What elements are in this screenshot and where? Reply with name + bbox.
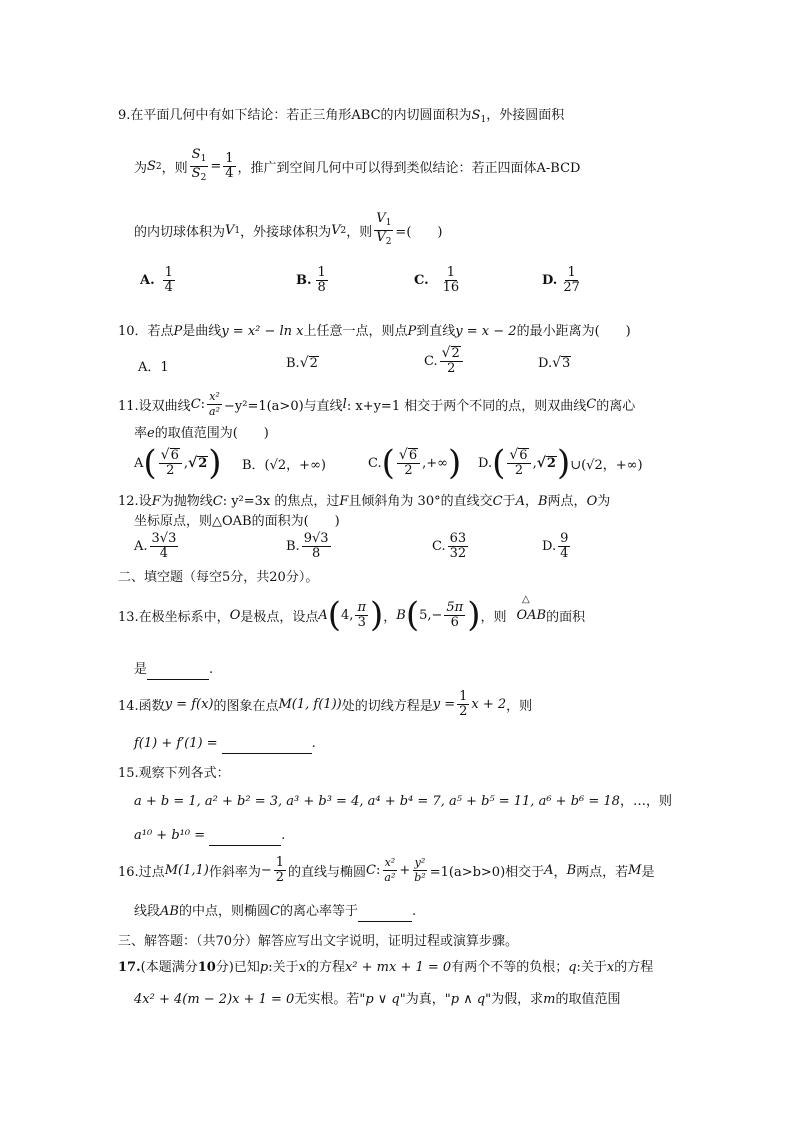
q11-option-c: C. ( √ 6 2 ,+∞ ) [368,443,462,483]
q9-option-c: C. $\frac{1}{16}$ [414,265,460,295]
q9-option-d: D. $\frac{1}{27}$ [542,265,580,295]
q12-option-c: C. $\frac{63}{32}$ [432,531,467,561]
q15-line1: 15.观察下列各式： [118,766,230,781]
q14-line1: 14.函数 y = f(x) 的图象在点 M(1, f(1)) 处的切线方程是 y = $\frac{1}{2}$ x + 2 ，则 [118,689,533,719]
one-quarter-fraction: $\frac{1}{4}$ [225,151,234,181]
q12-line1: 12.设F为抛物线C: y²=3x 的焦点，过F且倾斜角为 30°的直线交C于A，B两点，O为 [118,494,611,509]
q10-option-c: C. √ 2 2 [424,346,465,376]
q13-line1: 13.在极坐标系中， O 是极点，设点 A ( 4, $\frac{\pi}{3}$ ) ， B ( 5,− $\frac{5\pi}{6}$ ) ，则 OAB 的面积 [118,595,586,635]
q12-option-a: A. $\frac{3√3}{4}$ [134,531,177,561]
q15-line3: a¹⁰ + b¹⁰ = . [134,826,285,846]
triangle-symbol: △ [522,594,530,605]
q15-answer-blank[interactable] [209,831,281,846]
q12-line2: 坐标原点，则△OAB的面积为( ) [134,514,340,529]
section-answer-heading: 三、解答题：（共70分）解答应写出文字说明，证明过程或演算步骤。 [118,934,519,949]
q10-option-b: B. √ 2 [286,355,318,371]
q9-line2: 为 S 2 ，则 $\frac{S_1}{S_2}$ = $\frac{1}{4}$ ，推广到空间几何中可以得到类似结论：若正四面体A-BCD [134,147,581,183]
q11-option-d: D. ( √ 6 2 , √ 2 ) ∪(√2，+∞) [478,443,643,483]
q16-answer-blank[interactable] [358,907,412,922]
q12-option-d: D. $\frac{9}{4}$ [542,531,569,561]
q13-line2: 是 . [134,660,213,680]
q9-option-a: A. $\frac{1}{4}$ [140,265,173,295]
q10-option-d: D. √ 3 [538,355,571,371]
q13-answer-blank[interactable] [147,665,209,680]
q16-line1: 16.过点 M(1,1) 作斜率为 − $\frac{1}{2}$ 的直线与椭圆 C : $\frac{\text{x²}}{\text{a²}}$ + $\frac{\text{y²}}{\text{b²}}$ =1(a>b>0)相交于 A ， B 两点，若 M 是 [118,855,655,885]
ratio-v-fraction: $\frac{V_1}{V_2}$ [376,211,392,247]
q10-option-a: A．1 [138,360,169,375]
q17-line1: 17.(本题满分10分)已知p:关于x的方程x² + mx + 1 = 0有两个不等的负根；q:关于x的方程 [118,960,654,975]
q11-line2: 率e的取值范围为( ) [134,426,269,441]
q16-line2: 线段AB的中点，则椭圆C的离心率等于 . [134,902,416,922]
q11-line1: 11.设双曲线 C : $\frac{\text{x²}}{\text{a²}}$ −y²=1(a>0)与直线 l : x+y=1 相交于两个不同的点，则双曲线 C 的离心 [118,390,636,418]
section-fill-in-heading: 二、填空题（每空5分，共20分）。 [118,570,319,585]
q15-line2: a + b = 1, a² + b² = 3, a³ + b³ = 4, a⁴ + b⁴ = 7, a⁵ + b⁵ = 11, a⁶ + b⁶ = 18，…，则 [134,794,672,809]
q11-option-b: B．(√2，+∞) [242,458,326,473]
q12-option-b: B. $\frac{9√3}{8}$ [286,531,329,561]
q10-line1: 10．若点P是曲线y = x² − ln x上任意一点，则点P到直线y = x − 2的最小距离为( ) [118,324,631,339]
q14-line2: f(1) + f′(1) = . [134,734,316,754]
q9-line1: 9.在平面几何中有如下结论：若正三角形ABC的内切圆面积为$S_1$，外接圆面积 [118,108,565,125]
q17-line2: 4x² + 4(m − 2)x + 1 = 0无实根。若"p ∨ q"为真，"p ∧ q"为假，求m的取值范围 [134,992,621,1007]
q11-option-a: A ( √ 6 2 , √ 2 ) [134,443,222,483]
q9-line3: 的内切球体积为 V 1 ，外接球体积为 V 2 ，则 $\frac{V_1}{V_2}$ =( ) [134,211,443,247]
q9-option-b: B. $\frac{1}{8}$ [296,265,326,295]
q14-answer-blank[interactable] [222,739,312,754]
ratio-s-fraction: $\frac{S_1}{S_2}$ [191,147,207,183]
